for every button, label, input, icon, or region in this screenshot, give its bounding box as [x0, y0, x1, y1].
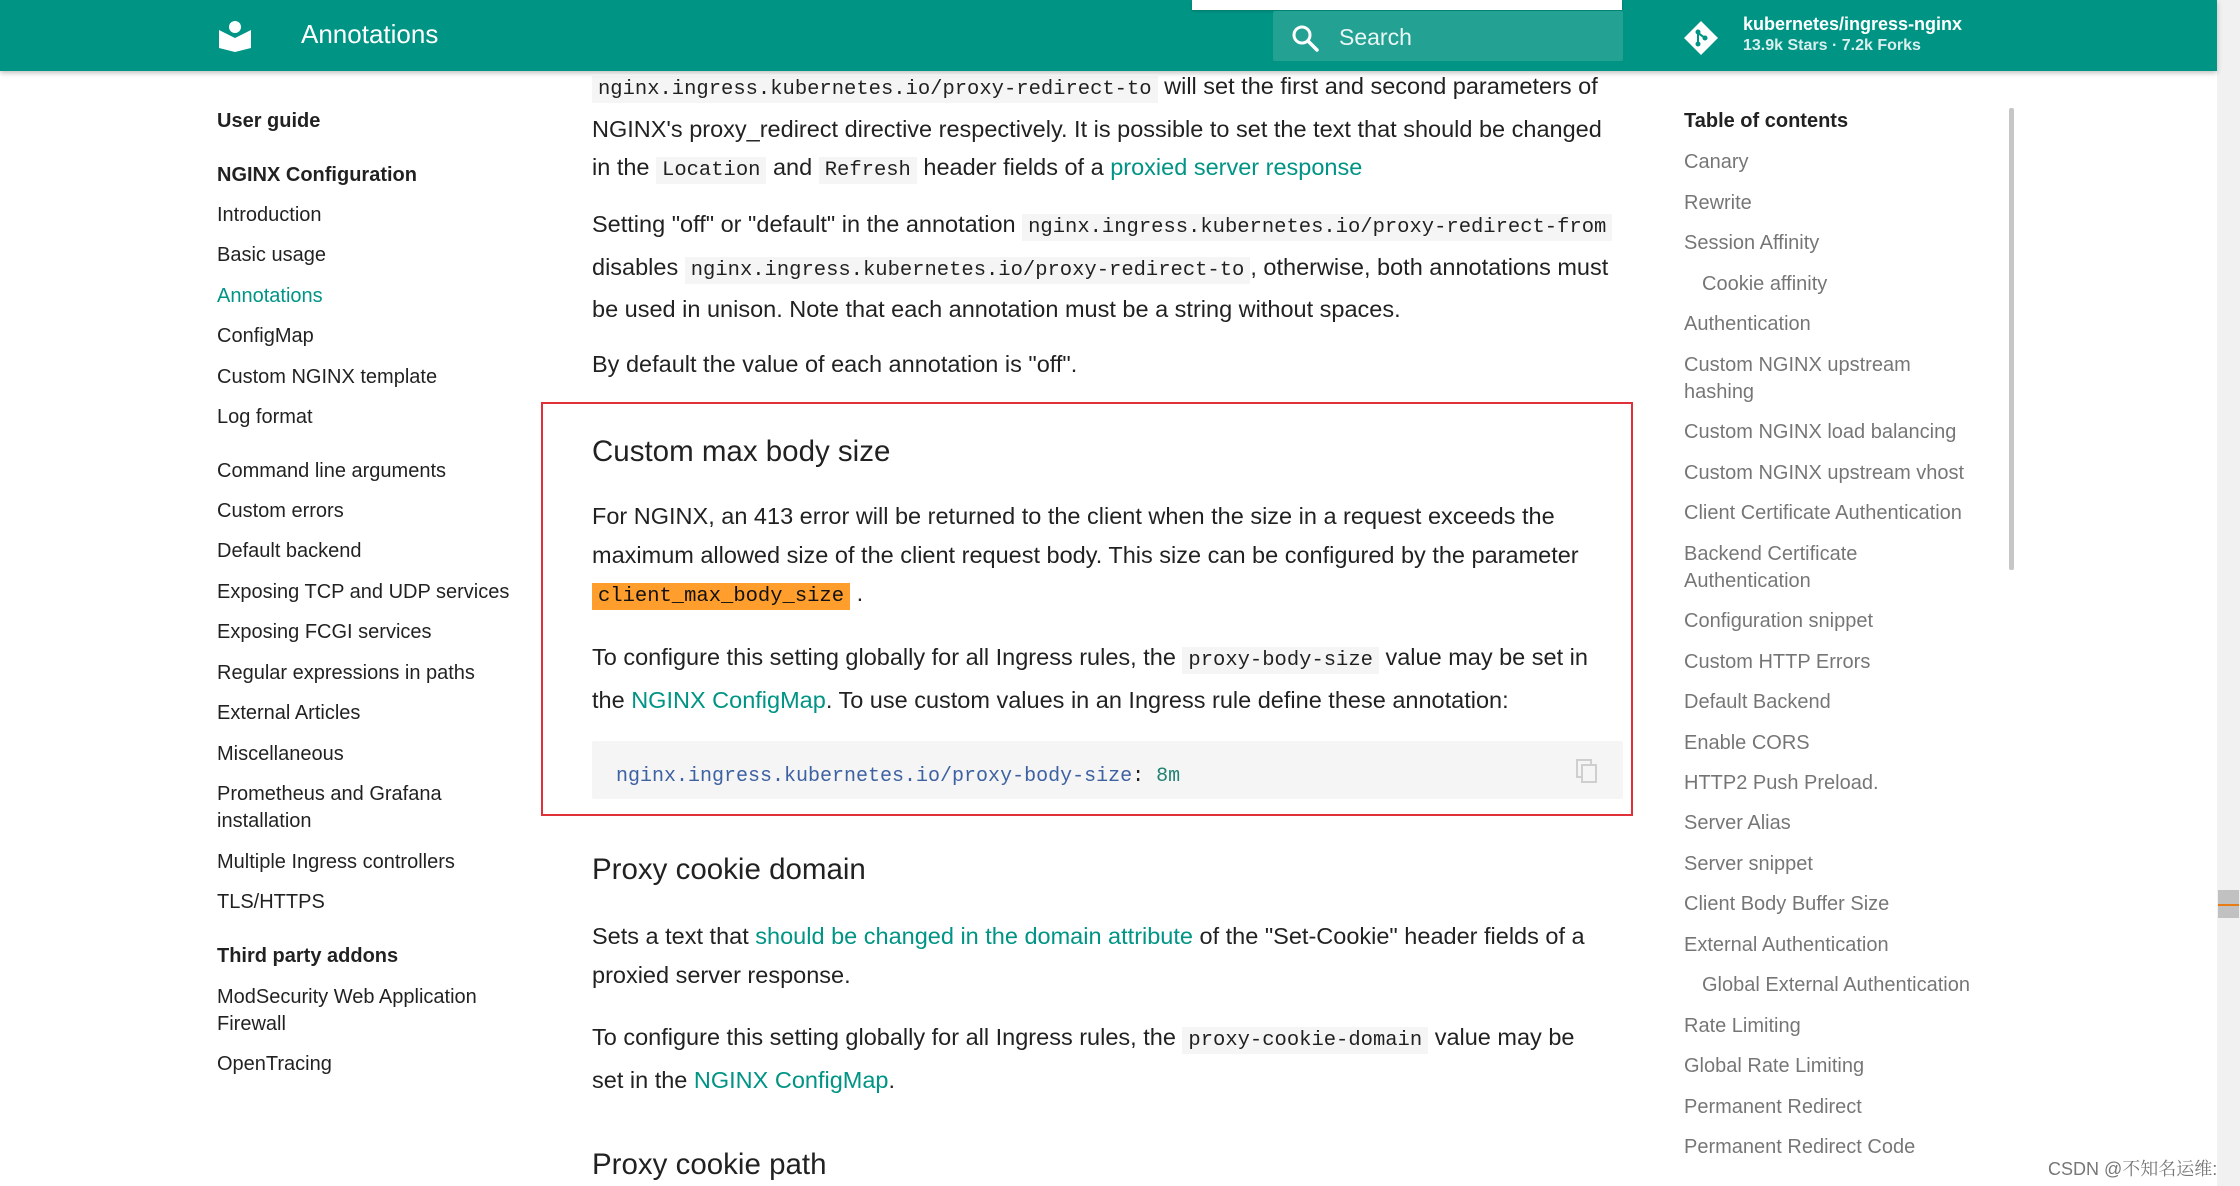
nav-heading-user-guide: User guide: [217, 110, 321, 132]
toc-item-enable-cors[interactable]: Enable CORS: [1684, 732, 1810, 754]
text: header fields of a: [916, 154, 1111, 180]
nav-item-external-articles[interactable]: External Articles: [217, 702, 361, 724]
toc-title: Table of contents: [1684, 110, 1849, 132]
nav-item-configmap[interactable]: ConfigMap: [217, 325, 314, 347]
toc-item-custom-upstream-hashing-cont[interactable]: hashing: [1684, 381, 1755, 403]
toc-item-backend-cert-cont[interactable]: Authentication: [1684, 570, 1811, 592]
page-scrollbar-track[interactable]: [2217, 0, 2240, 1186]
toc-item-server-alias[interactable]: Server Alias: [1684, 812, 1791, 834]
toc-item-load-balancing[interactable]: Custom NGINX load balancing: [1684, 421, 1957, 443]
nav-item-command-line-arguments[interactable]: Command line arguments: [217, 460, 446, 482]
nav-item-prometheus-grafana[interactable]: Prometheus and Grafana: [217, 783, 442, 805]
search-input[interactable]: [1273, 11, 1623, 61]
toc-item-cookie-affinity[interactable]: Cookie affinity: [1702, 273, 1828, 295]
text: in the: [592, 154, 657, 180]
nav-item-custom-nginx-template[interactable]: Custom NGINX template: [217, 366, 438, 388]
toc-item-session-affinity[interactable]: Session Affinity: [1684, 232, 1820, 254]
text: . To use custom values in an Ingress rule define these annotation:: [825, 686, 1509, 713]
toc-item-permanent-redirect[interactable]: Permanent Redirect: [1684, 1096, 1862, 1118]
nav-section-third-party-addons[interactable]: Third party addons: [217, 945, 399, 967]
search-dropdown: [1192, 0, 1622, 10]
top-header: [0, 0, 2217, 71]
highlighted-code: client_max_body_size: [592, 583, 850, 610]
inline-code: nginx.ingress.kubernetes.io/proxy-redirect-from: [1022, 214, 1612, 241]
toc-item-rewrite[interactable]: Rewrite: [1684, 192, 1752, 214]
code-separator: :: [1132, 765, 1157, 788]
code-line: [616, 758, 1180, 797]
text: disables: [592, 253, 685, 280]
link-domain-attribute[interactable]: should be changed in the domain attribute: [755, 923, 1193, 949]
inline-code: nginx.ingress.kubernetes.io/proxy-redirect-to: [685, 257, 1251, 284]
text: set in the: [592, 1066, 694, 1093]
toc-item-server-snippet[interactable]: Server snippet: [1684, 853, 1813, 875]
nav-item-exposing-fcgi[interactable]: Exposing FCGI services: [217, 621, 432, 643]
text: NGINX's proxy_redirect directive respectively. It is possible to set the text that should be changed: [592, 115, 1602, 142]
link-nginx-configmap[interactable]: NGINX ConfigMap: [631, 686, 826, 713]
link-proxied-server-response[interactable]: proxied server response: [1110, 154, 1363, 180]
code-key: nginx.ingress.kubernetes.io/proxy-body-size: [616, 765, 1133, 788]
toc-item-custom-upstream-hashing[interactable]: Custom NGINX upstream: [1684, 354, 1911, 376]
text: Sets a text that: [592, 923, 756, 949]
toc-item-http2-push[interactable]: HTTP2 Push Preload.: [1684, 772, 1879, 794]
toc-item-client-body-buffer[interactable]: Client Body Buffer Size: [1684, 893, 1890, 915]
toc-item-external-auth[interactable]: External Authentication: [1684, 934, 1889, 956]
watermark: CSDN @不知名运维:: [2048, 1159, 2218, 1179]
search-placeholder: Search: [1339, 24, 1412, 50]
code-block[interactable]: [592, 741, 1623, 799]
text: the: [592, 686, 632, 713]
toc-item-canary[interactable]: Canary: [1684, 151, 1749, 173]
toc-scrollbar[interactable]: [2009, 108, 2014, 570]
text: proxied server response.: [592, 961, 851, 988]
nav-item-miscellaneous[interactable]: Miscellaneous: [217, 743, 344, 765]
inline-code: nginx.ingress.kubernetes.io/proxy-redirect-to: [592, 76, 1158, 103]
text: maximum allowed size of the client request body. This size can be configured by the parameter: [592, 541, 1579, 568]
paragraph-cookie-domain: [592, 917, 1622, 994]
nav-item-modsecurity-cont[interactable]: Firewall: [217, 1013, 286, 1035]
text: .: [888, 1066, 896, 1093]
repo-stats: 13.9k Stars · 7.2k Forks: [1743, 37, 1921, 54]
nav-item-tls-https[interactable]: TLS/HTTPS: [217, 891, 325, 913]
toc-item-configuration-snippet[interactable]: Configuration snippet: [1684, 610, 1874, 632]
text: .: [850, 580, 864, 606]
book-logo-icon[interactable]: [217, 20, 253, 52]
text: be used in unison. Note that each annotation must be a string without spaces.: [592, 296, 1401, 322]
link-nginx-configmap-2[interactable]: NGINX ConfigMap: [693, 1066, 889, 1093]
nav-item-introduction[interactable]: Introduction: [217, 204, 322, 226]
scroll-position-marker: [2218, 904, 2239, 906]
search-icon: [1290, 23, 1320, 53]
toc-item-permanent-redirect-code[interactable]: Permanent Redirect Code: [1684, 1136, 1916, 1154]
nav-item-modsecurity[interactable]: ModSecurity Web Application: [217, 986, 477, 1008]
toc-item-upstream-vhost[interactable]: Custom NGINX upstream vhost: [1684, 462, 1965, 484]
nav-item-basic-usage[interactable]: Basic usage: [217, 244, 326, 266]
repo-name-link[interactable]: kubernetes/ingress-nginx: [1743, 14, 1963, 34]
paragraph-proxy-redirect: [592, 67, 1622, 191]
paragraph-413-error: [592, 497, 1622, 617]
heading-proxy-cookie-domain: Proxy cookie domain: [592, 853, 866, 886]
nav-item-exposing-tcp-udp[interactable]: Exposing TCP and UDP services: [217, 581, 510, 603]
heading-proxy-cookie-path: Proxy cookie path: [592, 1148, 827, 1181]
text: value may be set in: [1378, 644, 1588, 670]
toc-item-authentication[interactable]: Authentication: [1684, 313, 1811, 335]
nav-item-opentracing[interactable]: OpenTracing: [217, 1053, 332, 1075]
nav-item-annotations[interactable]: Annotations: [217, 285, 323, 307]
text: Setting "off" or "default" in the annotation: [592, 211, 1023, 237]
text: of the "Set-Cookie" header fields of a: [1192, 923, 1585, 949]
text: , otherwise, both annotations must: [1250, 253, 1609, 280]
nav-section-nginx-configuration[interactable]: NGINX Configuration: [217, 164, 417, 186]
nav-item-default-backend[interactable]: Default backend: [217, 540, 362, 562]
toc-item-rate-limiting[interactable]: Rate Limiting: [1684, 1015, 1801, 1037]
nav-item-multiple-ingress[interactable]: Multiple Ingress controllers: [217, 851, 455, 873]
paragraph-setting-off: [592, 205, 1622, 329]
nav-item-custom-errors[interactable]: Custom errors: [217, 500, 344, 522]
toc-item-custom-http-errors[interactable]: Custom HTTP Errors: [1684, 651, 1871, 673]
nav-item-regular-expressions[interactable]: Regular expressions in paths: [217, 662, 475, 684]
page-title: Annotations: [301, 19, 439, 49]
toc-item-global-rate-limiting[interactable]: Global Rate Limiting: [1684, 1055, 1865, 1077]
text: To configure this setting globally for all Ingress rules, the: [592, 644, 1183, 670]
paragraph-cookie-domain-config: [592, 1018, 1622, 1099]
nav-item-prometheus-grafana-cont[interactable]: installation: [217, 810, 312, 832]
toc-item-global-external-auth[interactable]: Global External Authentication: [1702, 974, 1970, 996]
toc-item-default-backend[interactable]: Default Backend: [1684, 691, 1831, 713]
git-icon[interactable]: [1683, 20, 1719, 56]
inline-code: Refresh: [819, 157, 917, 184]
text: and: [766, 154, 819, 180]
inline-code: proxy-cookie-domain: [1182, 1027, 1428, 1054]
copy-icon[interactable]: [1575, 758, 1599, 784]
code-value: 8m: [1156, 765, 1181, 788]
inline-code: proxy-body-size: [1182, 647, 1379, 674]
inline-code: Location: [656, 157, 766, 184]
text: For NGINX, an 413 error will be returned to the client when the size in a request exceeds the: [592, 503, 1555, 529]
paragraph-configure-globally: [592, 638, 1622, 719]
toc-item-client-cert-auth[interactable]: Client Certificate Authentication: [1684, 502, 1962, 524]
paragraph-default-off: By default the value of each annotation is "off".: [592, 351, 1078, 377]
text: will set the first and second parameters of: [1157, 73, 1598, 99]
text: value may be: [1428, 1024, 1575, 1050]
toc-item-backend-cert[interactable]: Backend Certificate: [1684, 543, 1858, 565]
nav-item-log-format[interactable]: Log format: [217, 406, 313, 428]
heading-custom-max-body-size: Custom max body size: [592, 435, 891, 468]
text: To configure this setting globally for all Ingress rules, the: [592, 1024, 1183, 1050]
